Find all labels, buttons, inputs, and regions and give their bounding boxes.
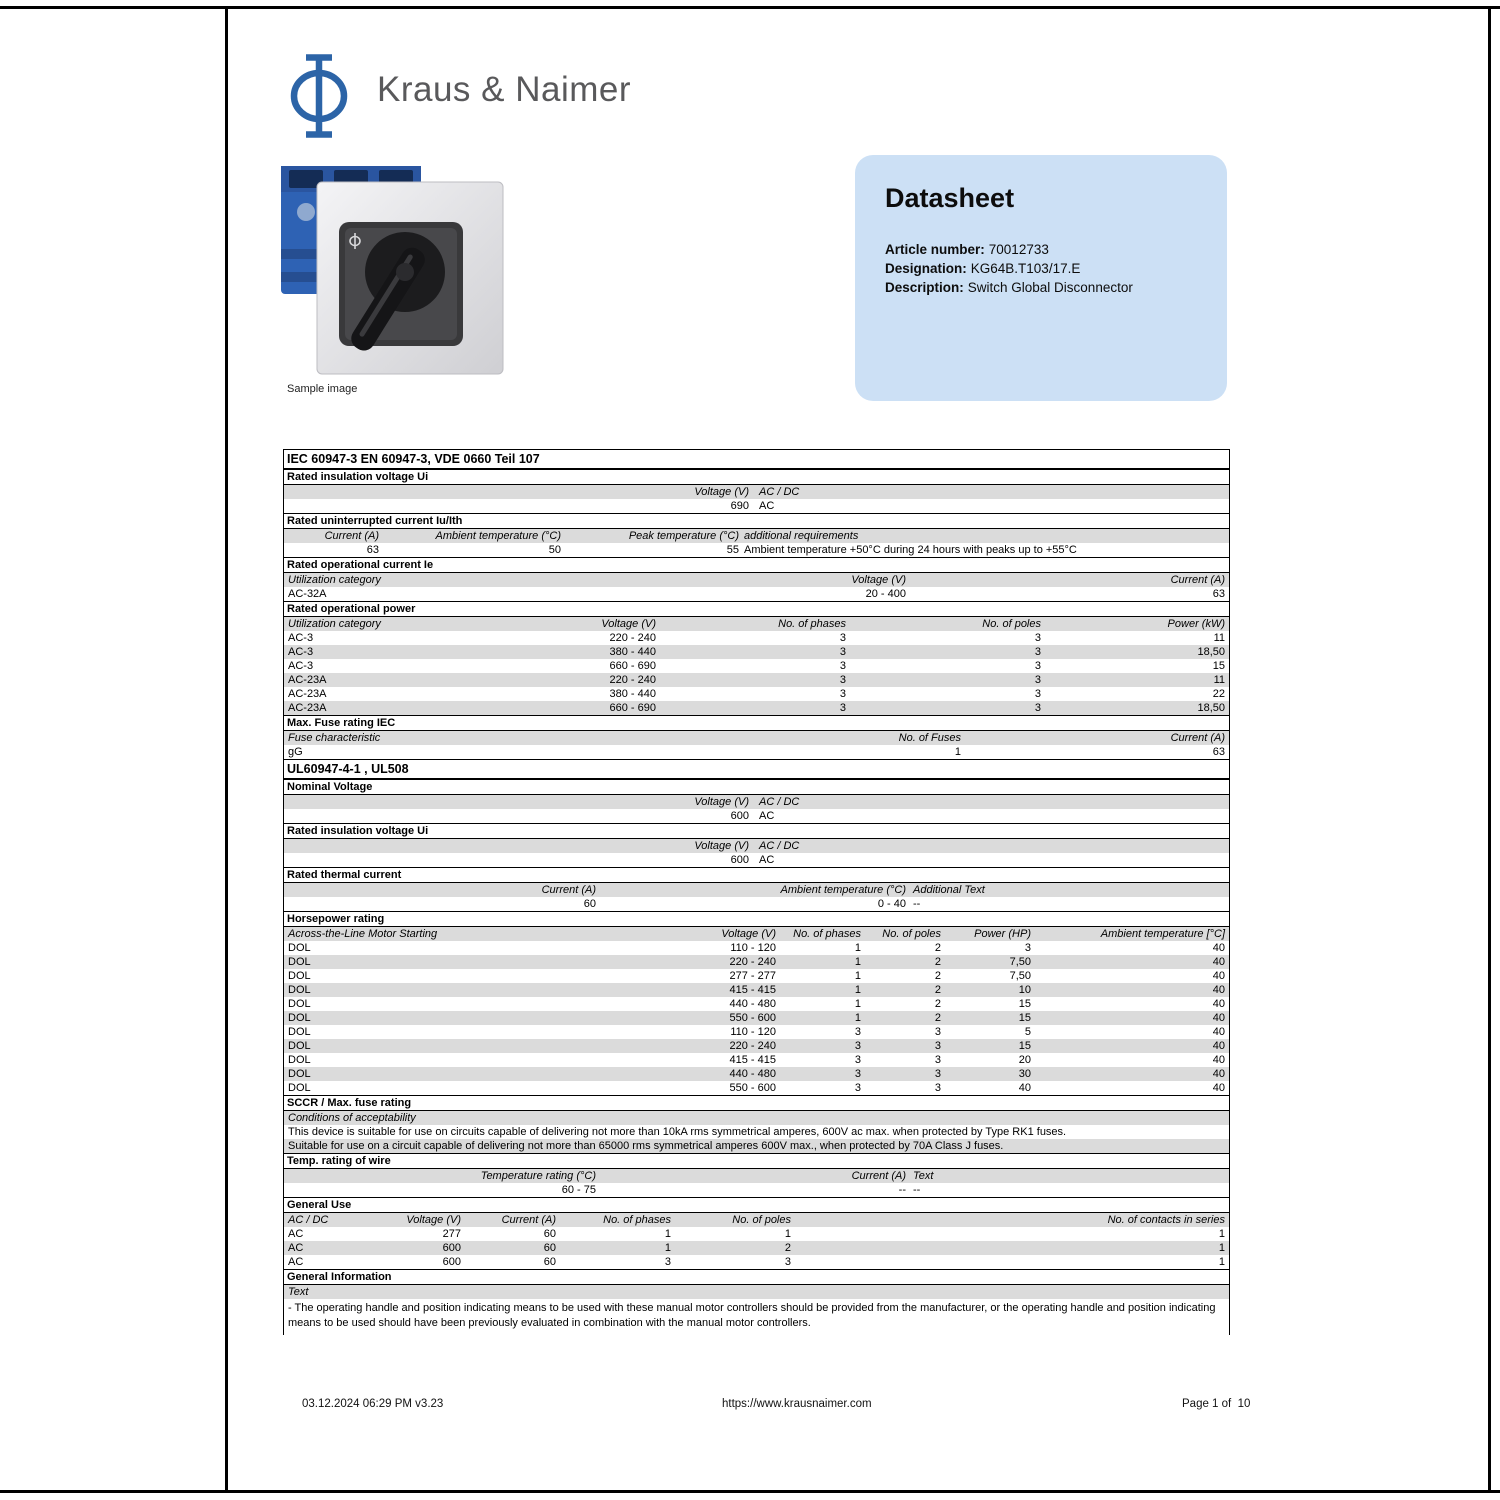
cell: 2	[934, 984, 941, 996]
cell: This device is suitable for use on circuits capable of delivering not more than 10kA rms symmetrical amperes, 600V ac max. when protected by Type RK1 fuses.	[288, 1126, 1067, 1138]
cell: 3	[934, 1068, 941, 1080]
description-value: Switch Global Disconnector	[967, 280, 1133, 295]
cell: 1	[664, 1228, 671, 1240]
column-header: Fuse characteristic	[288, 732, 381, 744]
cell: 1	[854, 998, 861, 1010]
cell: DOL	[288, 956, 311, 968]
cell: 3	[934, 1026, 941, 1038]
section-title-iec: IEC 60947-3 EN 60947-3, VDE 0660 Teil 107	[284, 449, 1229, 469]
cell: AC-23A	[288, 702, 327, 714]
cell: 3	[1034, 646, 1041, 658]
cell: 40	[1212, 1040, 1225, 1052]
cell: DOL	[288, 1012, 311, 1024]
column-header-row	[284, 795, 1229, 809]
cell: 110 - 120	[730, 942, 776, 954]
table-row	[284, 543, 1229, 557]
cell: 600	[730, 810, 749, 822]
cell: 10	[1018, 984, 1031, 996]
designation-line	[885, 259, 1197, 278]
cell: 3	[1034, 702, 1041, 714]
column-header-row	[284, 731, 1229, 745]
cell: 30	[1018, 1068, 1031, 1080]
cell: 1	[1218, 1242, 1225, 1254]
cell: 1	[1218, 1256, 1225, 1268]
column-header-row	[284, 1285, 1229, 1299]
column-header: Voltage (V)	[721, 928, 776, 940]
designation-label: Designation:	[885, 261, 967, 276]
column-header: Utilization category	[288, 574, 381, 586]
cell: 50	[548, 544, 561, 556]
column-header: Ambient temperature (°C)	[435, 530, 561, 542]
cell: 20 - 400	[865, 588, 906, 600]
cell: 55	[726, 544, 739, 556]
cell: 7,50	[1009, 956, 1031, 968]
cell: DOL	[288, 1026, 311, 1038]
cell: 60	[543, 1228, 556, 1240]
section-title: Temp. rating of wire	[284, 1153, 1229, 1169]
column-header: Current (A)	[1170, 574, 1225, 586]
kraus-naimer-phi-logo-icon	[283, 54, 355, 138]
cell: 15	[1212, 660, 1225, 672]
cell: AC-23A	[288, 688, 327, 700]
cell: 220 - 240	[729, 1040, 776, 1052]
cell: 2	[934, 1012, 941, 1024]
cell: 2	[934, 942, 941, 954]
column-header: Power (HP)	[974, 928, 1031, 940]
table-row	[284, 701, 1229, 715]
cell: 600	[442, 1242, 461, 1254]
cell: 415 - 415	[729, 984, 776, 996]
column-header: Voltage (V)	[694, 486, 749, 498]
column-header: Utilization category	[288, 618, 381, 630]
cell: Suitable for use on a circuit capable of delivering not more than 65000 rms symmetrical amperes 600V max., when protected by 70A Class J fuses.	[288, 1140, 1004, 1152]
cell: gG	[288, 746, 303, 758]
description-label: Description:	[885, 280, 964, 295]
cell: DOL	[288, 1068, 311, 1080]
cell: DOL	[288, 942, 311, 954]
cell: 415 - 415	[729, 1054, 776, 1066]
table-row	[284, 853, 1229, 867]
cell: AC	[288, 1228, 304, 1240]
cell: 18,50	[1197, 702, 1225, 714]
cell: 600	[730, 854, 749, 866]
cell: 3	[934, 1040, 941, 1052]
cell: 15	[1018, 1040, 1031, 1052]
cell: 3	[1034, 688, 1041, 700]
column-header-row	[284, 529, 1229, 543]
cell: 3	[854, 1068, 861, 1080]
column-header: No. of contacts in series	[1107, 1214, 1225, 1226]
column-header: No. of poles	[732, 1214, 791, 1226]
column-header-row	[284, 485, 1229, 499]
cell: DOL	[288, 1054, 311, 1066]
cell: AC-23A	[288, 674, 327, 686]
cell: AC	[288, 1242, 304, 1254]
section-title: Rated thermal current	[284, 867, 1229, 883]
table-row	[284, 1125, 1229, 1139]
cell: DOL	[288, 1082, 311, 1094]
section-title: Horsepower rating	[284, 911, 1229, 927]
section-title: General Use	[284, 1197, 1229, 1213]
frame-right-line	[1488, 6, 1491, 1493]
table-row	[284, 969, 1229, 983]
brand-name: Kraus & Naimer	[377, 70, 632, 109]
cell: 220 - 240	[729, 956, 776, 968]
cell: AC	[759, 810, 775, 822]
column-header: Voltage (V)	[601, 618, 656, 630]
cell: 380 - 440	[609, 646, 656, 658]
column-header: Voltage (V)	[694, 796, 749, 808]
cell: 3	[934, 1054, 941, 1066]
cell: 690	[730, 500, 749, 512]
column-header-row	[284, 1169, 1229, 1183]
table-row	[284, 587, 1229, 601]
article-number-line	[885, 240, 1197, 259]
column-header: Temperature rating (°C)	[480, 1170, 596, 1182]
cell: 2	[784, 1242, 791, 1254]
column-header: AC / DC	[759, 840, 800, 852]
cell: --	[913, 1184, 921, 1196]
table-row	[284, 673, 1229, 687]
footer-date-version: 03.12.2024 06:29 PM v3.23	[302, 1398, 444, 1410]
cell: 1	[1218, 1228, 1225, 1240]
cell: 60	[543, 1256, 556, 1268]
table-row	[284, 1025, 1229, 1039]
cell: 660 - 690	[609, 660, 656, 672]
table-row	[284, 1081, 1229, 1095]
table-row	[284, 983, 1229, 997]
cell: 5	[1024, 1026, 1031, 1038]
cell: 3	[854, 1040, 861, 1052]
table-row	[284, 809, 1229, 823]
cell: 63	[1212, 746, 1225, 758]
column-header: No. of phases	[778, 618, 846, 630]
cell: 3	[784, 1256, 791, 1268]
cell: AC-3	[288, 646, 314, 658]
cell: 15	[1018, 998, 1031, 1010]
table-row	[284, 955, 1229, 969]
cell: 3	[854, 1026, 861, 1038]
column-header: Current (A)	[324, 530, 379, 542]
cell: 2	[934, 956, 941, 968]
cell: 2	[934, 998, 941, 1010]
column-header: Text	[913, 1170, 934, 1182]
cell: 550 - 600	[729, 1082, 776, 1094]
column-header: AC / DC	[759, 486, 800, 498]
cell: 3	[839, 632, 846, 644]
cell: 40	[1212, 998, 1225, 1010]
table-row	[284, 1241, 1229, 1255]
datasheet-info-box	[855, 155, 1227, 401]
cell: DOL	[288, 970, 311, 982]
column-header: Conditions of acceptability	[288, 1112, 416, 1124]
cell: DOL	[288, 984, 311, 996]
table-row	[284, 1067, 1229, 1081]
cell: 1	[854, 970, 861, 982]
section-title: General Information	[284, 1269, 1229, 1285]
cell: 110 - 120	[730, 1026, 776, 1038]
section-title: Nominal Voltage	[284, 779, 1229, 795]
cell: 600	[442, 1256, 461, 1268]
cell: 660 - 690	[609, 702, 656, 714]
section-title: Max. Fuse rating IEC	[284, 715, 1229, 731]
cell: 3	[839, 646, 846, 658]
designation-value: KG64B.T103/17.E	[970, 261, 1081, 276]
column-header: Current (A)	[851, 1170, 906, 1182]
table-row	[284, 1053, 1229, 1067]
cell: 40	[1212, 956, 1225, 968]
cell: 1	[854, 956, 861, 968]
cell: 440 - 480	[729, 998, 776, 1010]
cell: AC-3	[288, 660, 314, 672]
column-header: No. of poles	[882, 928, 941, 940]
column-header: No. of phases	[793, 928, 861, 940]
cell: AC	[288, 1256, 304, 1268]
section-title: Rated uninterrupted current Iu/Ith	[284, 513, 1229, 529]
table-row	[284, 1039, 1229, 1053]
cell: DOL	[288, 998, 311, 1010]
cell: 1	[784, 1228, 791, 1240]
column-header-row	[284, 1111, 1229, 1125]
table-row	[284, 1139, 1229, 1153]
general-information-text: - The operating handle and position indicating means to be used with these manual motor controllers should be provided from the manufacturer, or the operating handle and position indicating means to be used should have been previously evaluated in combination with the manual motor controllers.	[288, 1302, 1216, 1329]
column-header: Ambient temperature [°C]	[1100, 928, 1225, 940]
cell: 277 - 277	[729, 970, 776, 982]
cell: 1	[854, 1012, 861, 1024]
description-line	[885, 278, 1197, 297]
table-row	[284, 499, 1229, 513]
column-header: No. of poles	[982, 618, 1041, 630]
datasheet-title: Datasheet	[885, 183, 1015, 213]
column-header-row	[284, 617, 1229, 631]
table-row	[284, 1227, 1229, 1241]
specification-table	[283, 449, 1230, 1335]
cell: AC-3	[288, 632, 314, 644]
cell: 40	[1018, 1082, 1031, 1094]
column-header: Power (kW)	[1167, 618, 1225, 630]
column-header: Current (A)	[501, 1214, 556, 1226]
cell: AC	[759, 500, 775, 512]
column-header: Ambient temperature (°C)	[780, 884, 906, 896]
cell: Ambient temperature +50°C during 24 hours with peaks up to +55°C	[744, 544, 1077, 556]
table-row	[284, 1011, 1229, 1025]
column-header: additional requirements	[744, 530, 859, 542]
cell: 40	[1212, 1012, 1225, 1024]
cell: DOL	[288, 1040, 311, 1052]
footer-url-link[interactable]: https://www.krausnaimer.com	[722, 1398, 872, 1410]
cell: --	[913, 898, 921, 910]
cell: 18,50	[1197, 646, 1225, 658]
cell: 3	[1024, 942, 1031, 954]
cell: 440 - 480	[729, 1068, 776, 1080]
column-header: Text	[288, 1286, 309, 1298]
cell: 3	[1034, 660, 1041, 672]
cell: 277	[442, 1228, 461, 1240]
table-row	[284, 745, 1229, 759]
column-header-row	[284, 927, 1229, 941]
cell: 3	[664, 1256, 671, 1268]
cell: 220 - 240	[609, 632, 656, 644]
table-row	[284, 1255, 1229, 1269]
table-row	[284, 1299, 1229, 1335]
table-row	[284, 1183, 1229, 1197]
table-row	[284, 631, 1229, 645]
cell: 40	[1212, 1068, 1225, 1080]
column-header-row	[284, 573, 1229, 587]
cell: 40	[1212, 1082, 1225, 1094]
cell: AC-32A	[288, 588, 327, 600]
cell: 60	[543, 1242, 556, 1254]
cell: 60	[583, 898, 596, 910]
column-header: Additional Text	[913, 884, 985, 896]
cell: 3	[1034, 632, 1041, 644]
section-title: SCCR / Max. fuse rating	[284, 1095, 1229, 1111]
cell: 22	[1212, 688, 1225, 700]
cell: 63	[366, 544, 379, 556]
cell: 3	[1034, 674, 1041, 686]
column-header: No. of Fuses	[898, 732, 961, 744]
column-header: Across-the-Line Motor Starting	[288, 928, 438, 940]
cell: AC	[759, 854, 775, 866]
column-header-row	[284, 1213, 1229, 1227]
cell: 15	[1018, 1012, 1031, 1024]
column-header: Current (A)	[541, 884, 596, 896]
sample-image-caption: Sample image	[287, 383, 358, 395]
column-header: AC / DC	[759, 796, 800, 808]
table-row	[284, 897, 1229, 911]
cell: 40	[1212, 942, 1225, 954]
section-title: Rated insulation voltage Ui	[284, 469, 1229, 485]
cell: 7,50	[1009, 970, 1031, 982]
column-header: Voltage (V)	[851, 574, 906, 586]
table-row	[284, 687, 1229, 701]
section-title: Rated operational current Ie	[284, 557, 1229, 573]
cell: 1	[854, 942, 861, 954]
table-row	[284, 997, 1229, 1011]
column-header-row	[284, 839, 1229, 853]
cell: 40	[1212, 984, 1225, 996]
section-title: Rated insulation voltage Ui	[284, 823, 1229, 839]
cell: 40	[1212, 1054, 1225, 1066]
cell: 63	[1212, 588, 1225, 600]
cell: 11	[1213, 674, 1225, 686]
cell: 380 - 440	[609, 688, 656, 700]
cell: 220 - 240	[609, 674, 656, 686]
column-header: Current (A)	[1170, 732, 1225, 744]
column-header: Peak temperature (°C)	[628, 530, 739, 542]
article-number-value: 70012733	[988, 242, 1049, 257]
cell: 1	[954, 746, 961, 758]
cell: 40	[1212, 1026, 1225, 1038]
column-header: AC / DC	[288, 1214, 329, 1226]
cell: 3	[839, 688, 846, 700]
cell: 20	[1018, 1054, 1031, 1066]
cell: 2	[934, 970, 941, 982]
cell: 1	[664, 1242, 671, 1254]
cell: 3	[854, 1082, 861, 1094]
footer-page-number: Page 1 of 10	[1182, 1398, 1251, 1410]
table-row	[284, 941, 1229, 955]
cell: 3	[839, 660, 846, 672]
product-photo	[281, 154, 513, 382]
cell: --	[898, 1184, 906, 1196]
cell: 40	[1212, 970, 1225, 982]
column-header: Voltage (V)	[406, 1214, 461, 1226]
cell: 1	[854, 984, 861, 996]
cell: 3	[934, 1082, 941, 1094]
table-row	[284, 645, 1229, 659]
cell: 3	[854, 1054, 861, 1066]
cell: 60 - 75	[561, 1184, 596, 1196]
cell: 550 - 600	[729, 1012, 776, 1024]
cell: 11	[1213, 632, 1225, 644]
frame-left-line	[225, 6, 228, 1493]
table-row	[284, 659, 1229, 673]
column-header: No. of phases	[603, 1214, 671, 1226]
cell: 3	[839, 702, 846, 714]
section-title-ul: UL60947-4-1 , UL508	[284, 759, 1229, 779]
column-header-row	[284, 883, 1229, 897]
cell: 3	[839, 674, 846, 686]
column-header: Voltage (V)	[694, 840, 749, 852]
section-title: Rated operational power	[284, 601, 1229, 617]
cell: 0 - 40	[877, 898, 906, 910]
article-number-label: Article number:	[885, 242, 985, 257]
